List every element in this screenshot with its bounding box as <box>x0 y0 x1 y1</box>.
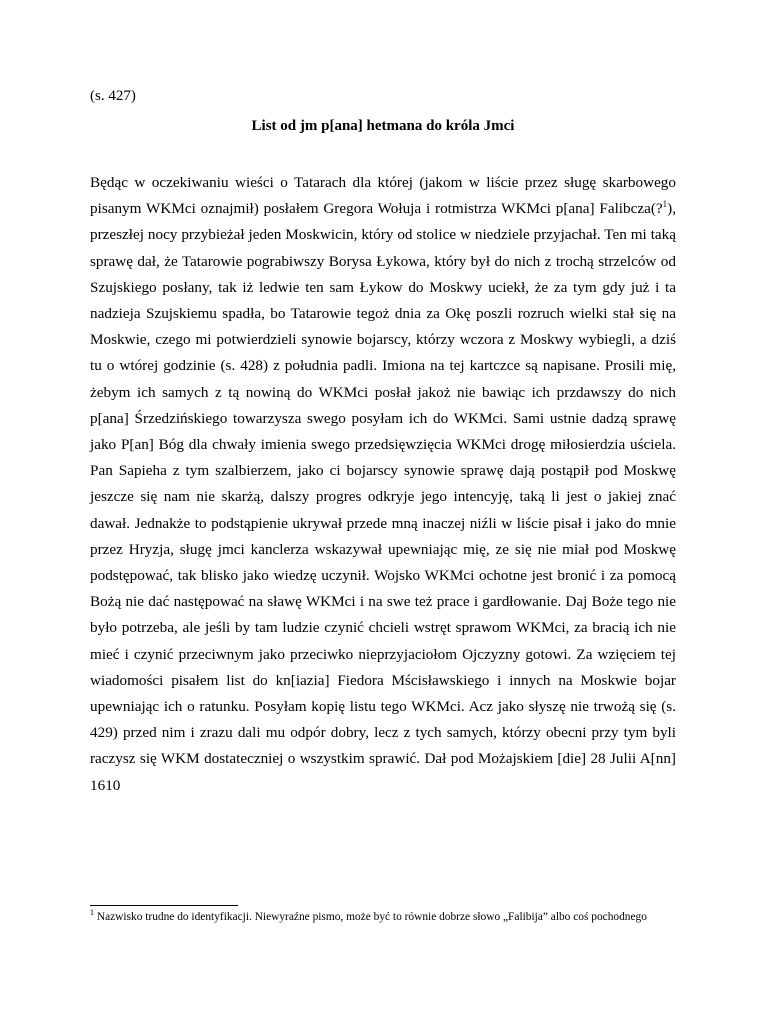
letter-body-part-1: Będąc w oczekiwaniu wieści o Tatarach dla której (jakom w liście przez sługę skarbowego pisanym WKMci oznajmił) posłałem Gregora Wołuja i rotmistrza WKMci p[ana] Falibcza(? <box>90 174 676 218</box>
footnote-separator <box>90 905 238 906</box>
footnote-text: Nazwisko trudne do identyfikacji. Niewyraźne pismo, może być to równie dobrze słowo „Falibija” albo coś pochodnego <box>94 911 647 923</box>
document-page <box>90 86 676 799</box>
footnote-area <box>90 905 676 925</box>
letter-body <box>90 170 676 799</box>
footnote-reference[interactable]: 1 <box>662 199 668 210</box>
letter-title: List od jm p[ana] hetmana do króla Jmci <box>251 118 515 134</box>
page-reference: (s. 427) <box>90 88 136 104</box>
footnote <box>90 910 676 925</box>
footnote-marker: 1 <box>90 908 94 918</box>
letter-body-part-2: ), przeszłej nocy przybieżał jeden Moskwicin, który od stolice w niedziele przyjachał. Ten mi taką sprawę dał, że Tatarowie pograbiwszy Borysa Łykowa, który był do nich z trochą strzelców od Szujskiego posłany, tak iż ledwie ten sam Łykow do Moskwy uciekł, że za tym gdy już i ta nadzieja Szujskiemu spadła, bo Tatarowie tegoż dnia za Okę poszli rozruch wielki stał się na Moskwie, czego mi potwierdzieli synowie bojarscy, którzy wczora z Moskwy wybiegli, a dziś tu o wtórej godzinie (s. 428) z południa padli. Imiona na tej kartczce są napisane. Prosili mię, żebym ich samych z tą nowiną do WKMci posłał jakoż nie bawiąc ich przdawszy do nich p[ana] Śrzedzińskiego towarzysza swego posyłam ich do WKMci. Sami ustnie dadzą sprawę jako P[an] Bóg dla chwały imienia swego przedsięwzięcia WKMci drogę miłosierdzia uściela. Pan Sapieha z tym szalbierzem, jako ci bojarscy synowie sprawę dają postąpił pod Moskwę jeszcze się nam nie skarżą, dalszy progres odkryje jego intencyję, taką li jest o jakiej znać dawał. Jednakże to podstąpienie ukrywał przede mną inaczej niźli w liście pisał i jako do mnie przez Hryzja, sługę jmci kanclerza wskazywał upewniając mię, ze się nie miał pod Moskwę podstępować, tak blisko jako wiedzę uczynił. Wojsko WKMci ochotne jest bronić i za pomocą Bożą nie dać następować na sławę WKMci i na swe też prace i gardłowanie. Daj Boże tego nie było potrzeba, ale jeśli by tam ludzie czynić chcieli wstręt sprawom WKMci, za bracią ich nie mieć i czynić przeciwnym jako przeciwko nieprzyjaciołom Ojczyzny gotowi. Za wzięciem tej wiadomości pisałem list do kn[iazia] Fiedora Mścisławskiego i innych na Moskwie bojar upewniając ich o ratunku. Posyłam kopię listu tego WKMci. Acz jako słyszę nie trwożą się (s. 429) przed nim i zrazu dali mu odpór dobry, lecz z tych samych, którzy obecni przy tym byli raczysz się WKM dostateczniej o wszystkim sprawić. Dał pod Możajskiem [die] 28 Julii A[nn] 1610 <box>90 200 676 794</box>
